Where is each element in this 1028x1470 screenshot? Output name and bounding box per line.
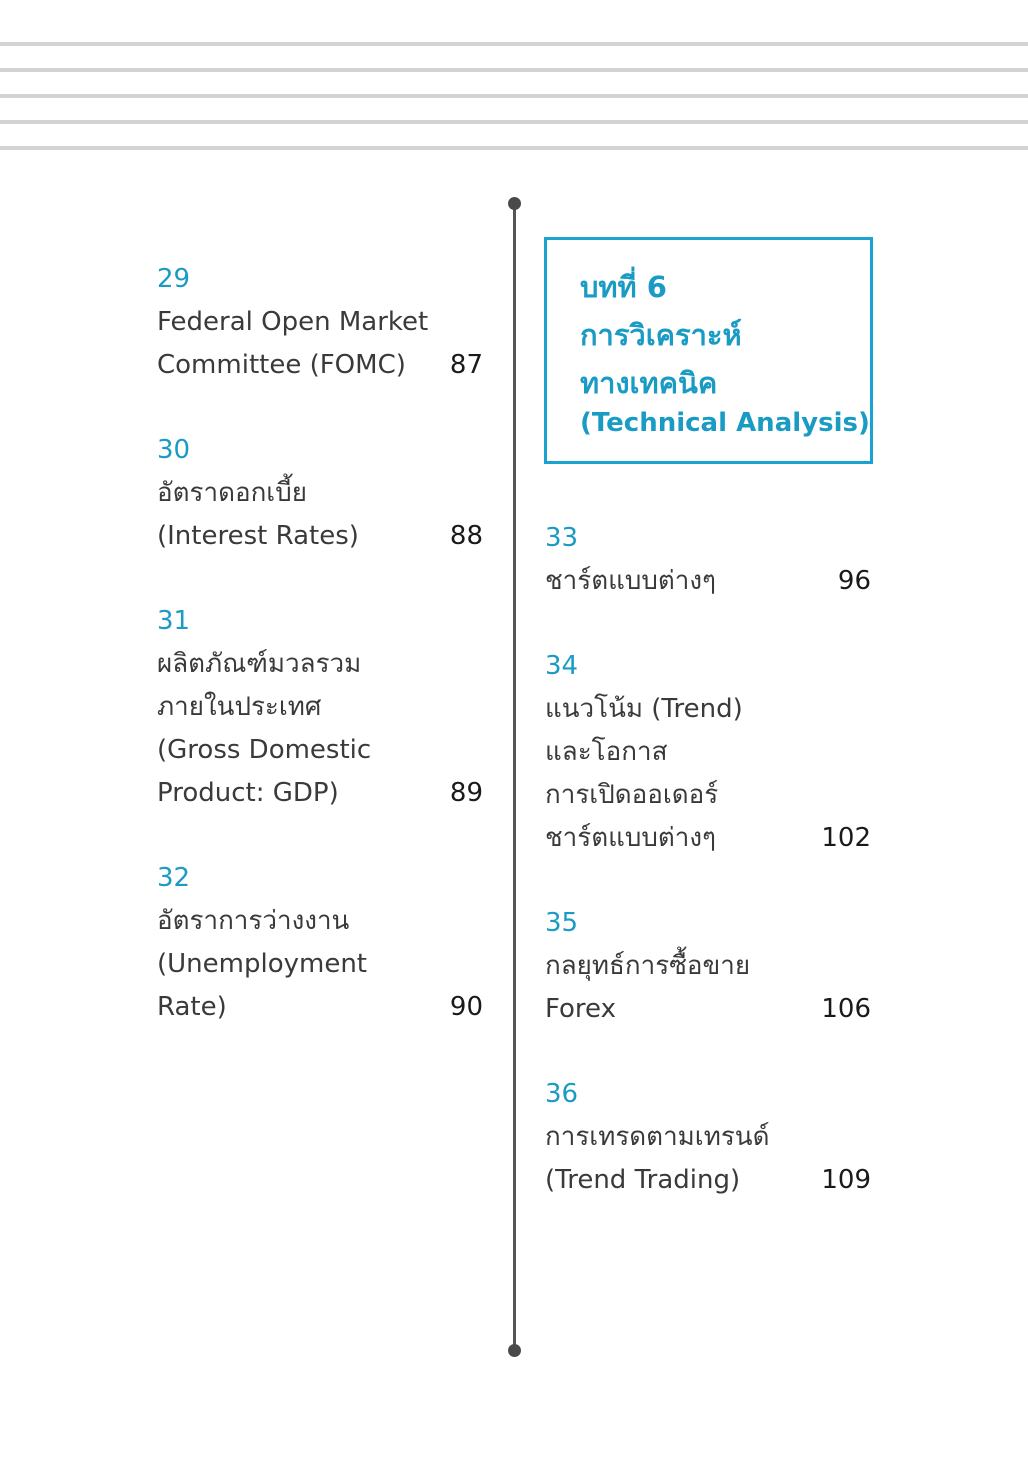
entry-title: ผลิตภัณฑ์มวลรวม (157, 649, 362, 679)
entry-page-number: 109 (821, 1165, 871, 1195)
entry-title: Forex (545, 994, 616, 1024)
toc-entry[interactable] (157, 258, 483, 387)
toc-left-column (157, 258, 483, 1071)
entry-number: 35 (545, 908, 579, 938)
entry-title-last-line (545, 817, 871, 860)
entry-title-last-line (157, 986, 483, 1029)
chapter-number: บทที่ 6 (580, 270, 667, 304)
entry-title-last-line (545, 988, 871, 1031)
entry-number: 36 (545, 1079, 579, 1109)
entry-title: อัตราการว่างงาน (157, 906, 350, 936)
entry-title: กลยุทธ์การซื้อขาย (545, 951, 751, 981)
column-divider (513, 204, 516, 1351)
entry-title-last-line (545, 1159, 871, 1202)
entry-page-number: 88 (449, 521, 483, 551)
entry-page-number: 102 (821, 823, 871, 853)
entry-title: การเปิดออเดอร์ (545, 780, 719, 810)
chapter-heading-box (544, 237, 873, 464)
entry-page-number: 89 (449, 778, 483, 808)
divider-bottom-dot (508, 1344, 521, 1357)
toc-entry[interactable] (545, 1073, 871, 1202)
entry-title-last-line (157, 772, 483, 815)
entry-page-number: 106 (821, 994, 871, 1024)
entry-page-number: 87 (449, 350, 483, 380)
entry-title: Product: GDP) (157, 778, 339, 808)
entry-number: 34 (545, 651, 579, 681)
entry-number: 29 (157, 264, 191, 294)
entry-title: (Unemployment (157, 949, 367, 979)
entry-title-last-line (157, 344, 483, 387)
toc-entry[interactable] (157, 857, 483, 1029)
header-stripe (0, 42, 1028, 46)
entry-title: ภายในประเทศ (157, 692, 322, 722)
entry-title: Rate) (157, 992, 227, 1022)
entry-number: 31 (157, 606, 191, 636)
entry-number: 33 (545, 523, 579, 553)
chapter-title-line: การวิเคราะห์ (580, 318, 742, 352)
header-stripe (0, 120, 1028, 124)
entry-title-last-line (157, 515, 483, 558)
entry-title: Committee (FOMC) (157, 350, 406, 380)
entry-title-last-line (545, 560, 871, 603)
entry-title: แนวโน้ม (Trend) (545, 694, 743, 724)
chapter-title-line: ทางเทคนิค (580, 366, 718, 400)
entry-title: และโอกาส (545, 737, 668, 767)
header-stripe (0, 68, 1028, 72)
entry-title: ชาร์ตแบบต่างๆ (545, 566, 717, 596)
header-stripe (0, 146, 1028, 150)
toc-entry[interactable] (157, 600, 483, 815)
toc-entry[interactable] (545, 517, 871, 603)
entry-title: (Gross Domestic (157, 735, 372, 765)
entry-title: (Interest Rates) (157, 521, 359, 551)
entry-title: การเทรดตามเทรนด์ (545, 1122, 770, 1152)
header-stripe (0, 94, 1028, 98)
entry-title: (Trend Trading) (545, 1165, 741, 1195)
entry-page-number: 96 (837, 566, 871, 596)
divider-top-dot (508, 197, 521, 210)
chapter-title-english: (Technical Analysis) (580, 408, 870, 438)
entry-title: อัตราดอกเบี้ย (157, 478, 307, 508)
toc-entry[interactable] (545, 902, 871, 1031)
entry-title: Federal Open Market (157, 307, 429, 337)
entry-title: ชาร์ตแบบต่างๆ (545, 823, 717, 853)
entry-number: 32 (157, 863, 191, 893)
entry-page-number: 90 (449, 992, 483, 1022)
toc-right-column (545, 517, 871, 1244)
entry-number: 30 (157, 435, 191, 465)
toc-entry[interactable] (157, 429, 483, 558)
toc-entry[interactable] (545, 645, 871, 860)
